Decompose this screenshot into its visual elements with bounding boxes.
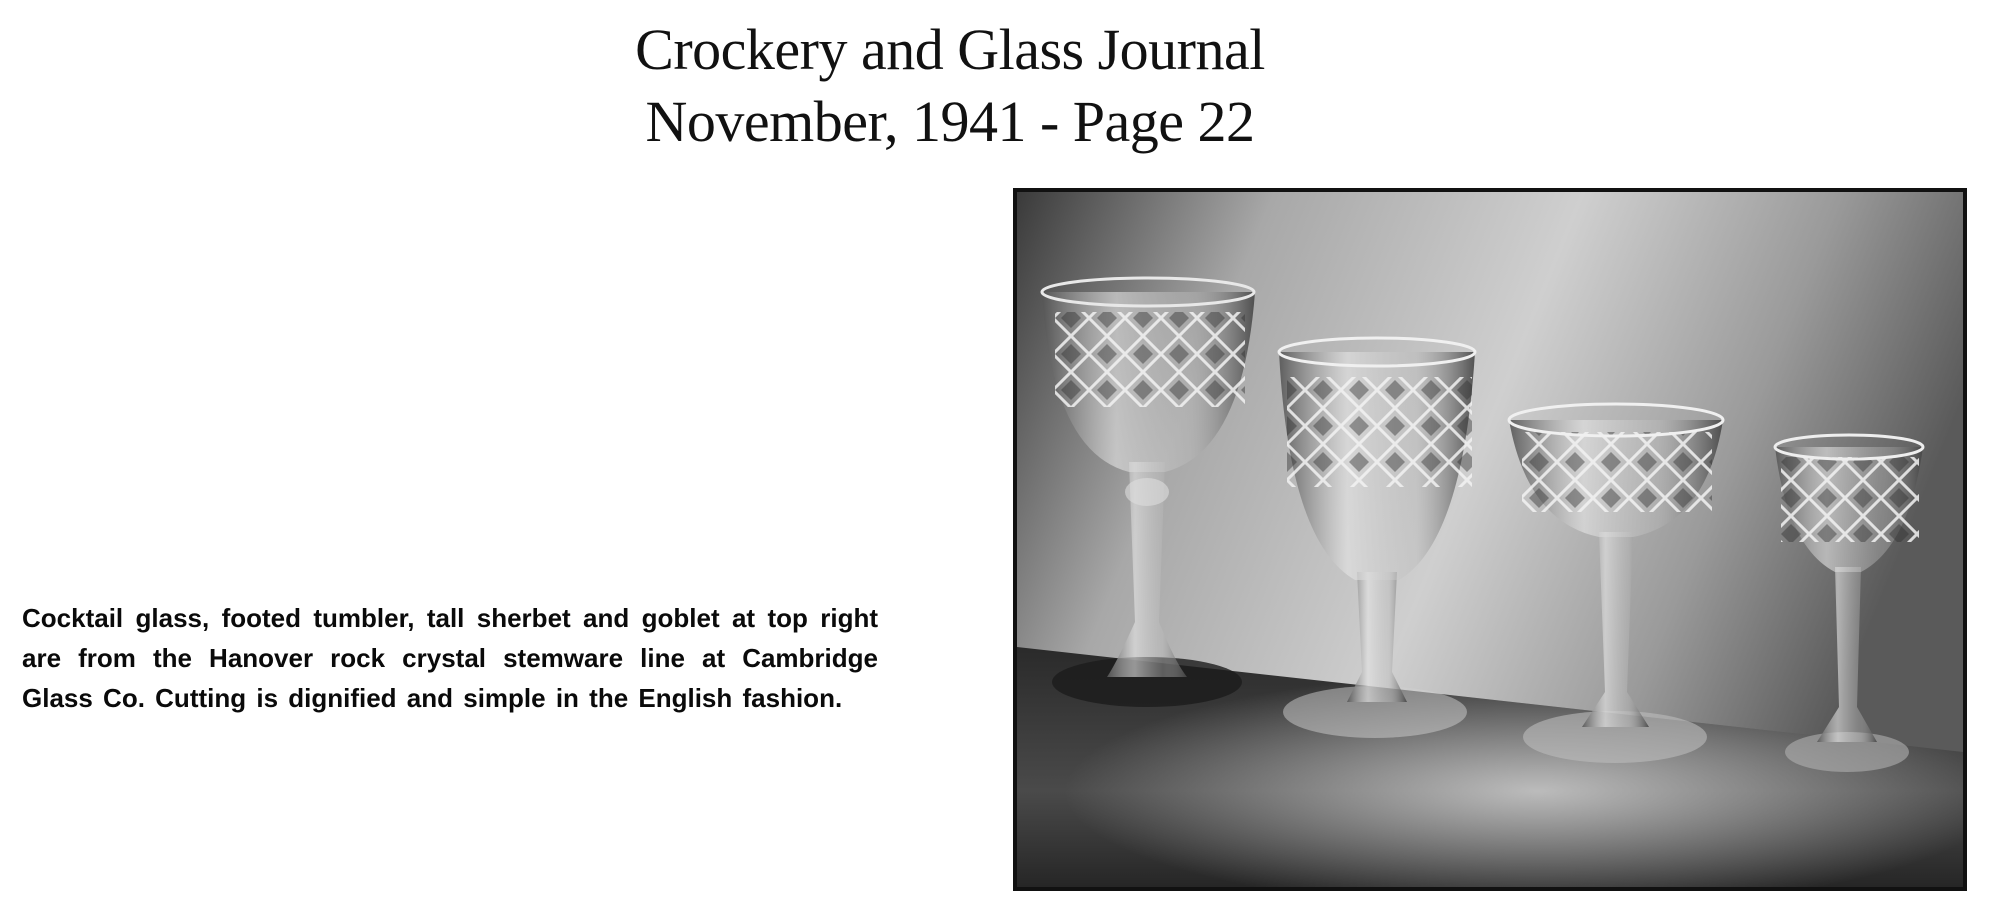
glassware-photo-svg: [1017, 192, 1963, 887]
journal-title: Crockery and Glass Journal: [635, 17, 1265, 82]
glassware-photo: [1013, 188, 1967, 891]
photo-caption: Cocktail glass, footed tumbler, tall sherbet and goblet at top right are from the Hanover rock crystal stemware line at Cambridge Glass Co. Cutting is dignified and simple in the English fashion.: [22, 603, 878, 713]
page-header: [0, 14, 1900, 158]
issue-date-page: November, 1941 - Page 22: [645, 89, 1255, 154]
